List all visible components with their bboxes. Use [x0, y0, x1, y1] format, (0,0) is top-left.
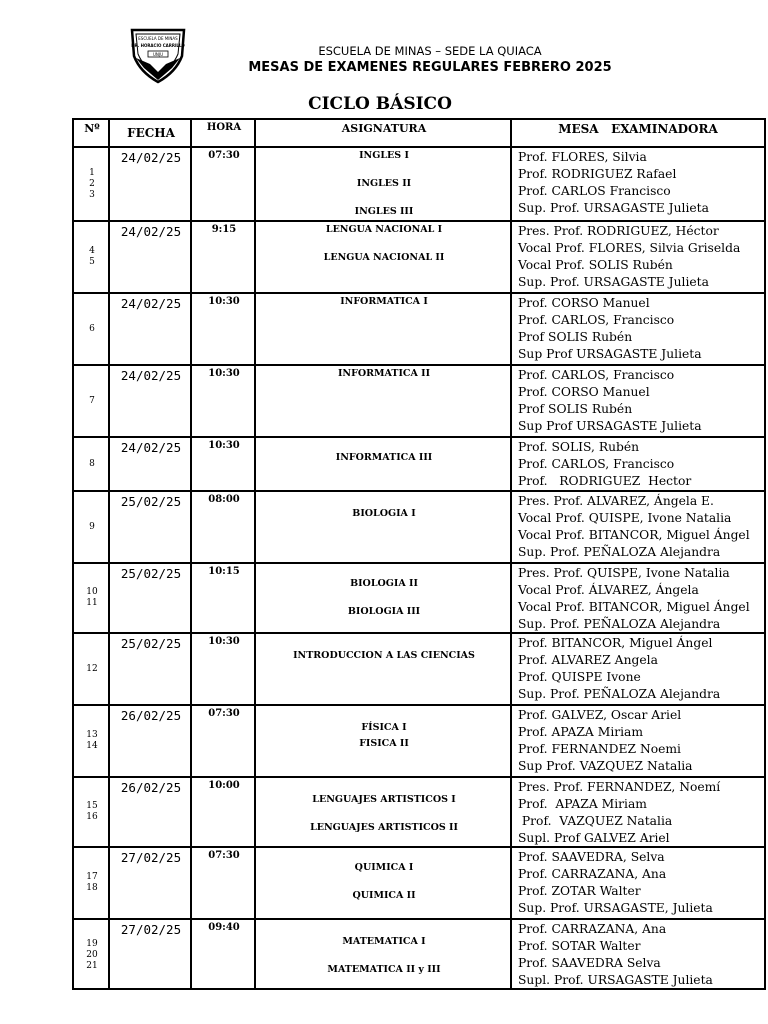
- subject-name: BIOLOGIA III: [347, 606, 421, 617]
- examining-board: [512, 294, 764, 364]
- row-number: 21: [86, 960, 98, 971]
- board-member: Prof. CARRAZANA, Ana: [518, 867, 667, 881]
- board-member: Prof. SAAVEDRA, Selva: [518, 850, 665, 864]
- subjects: [256, 778, 512, 846]
- subjects: [256, 634, 512, 704]
- row-number: 17: [86, 872, 98, 882]
- subjects: [256, 920, 512, 990]
- row-numbers: [74, 294, 110, 364]
- exam-date: 24/02/25: [120, 150, 182, 165]
- subject-name: MATEMATICA II y III: [327, 964, 441, 975]
- board-member: Sup. Prof. URSAGASTE Julieta: [518, 275, 709, 289]
- board-member: Vocal Prof. QUISPE, Ivone Natalia: [518, 511, 732, 525]
- row-number: 2: [89, 178, 95, 189]
- header-fecha: FECHA: [127, 126, 175, 140]
- subject-name: LENGUAJES ARTISTICOS II: [310, 822, 458, 833]
- exam-date: 25/02/25: [120, 636, 182, 651]
- board-member: Prof. CARRAZANA, Ana: [518, 922, 667, 936]
- board-member: Sup Prof URSAGASTE Julieta: [518, 347, 702, 361]
- exam-date: 24/02/25: [120, 368, 182, 383]
- board-member: Prof. CARLOS, Francisco: [518, 313, 675, 327]
- row-number: 4: [89, 246, 95, 256]
- row-number: 8: [89, 458, 95, 469]
- subjects: [256, 706, 512, 776]
- row-numbers: [74, 706, 110, 776]
- row-number: 11: [86, 598, 98, 608]
- examining-board: [512, 564, 764, 632]
- exam-time: 10:30: [208, 296, 240, 307]
- examining-board: [512, 706, 764, 776]
- row-number: 13: [86, 730, 98, 740]
- examining-board: [512, 148, 764, 220]
- exam-date: 24/02/25: [120, 224, 182, 239]
- row-number: 9: [89, 521, 95, 532]
- board-member: Sup. Prof. PEÑALOZA Alejandra: [518, 545, 721, 559]
- subject-name: LENGUA NACIONAL I: [325, 224, 443, 235]
- subjects: [256, 848, 512, 918]
- subject-name: INGLES I: [359, 150, 409, 161]
- row-number: 19: [86, 938, 98, 949]
- examining-board: [512, 920, 764, 990]
- exam-time: 10:30: [208, 368, 240, 379]
- row-number: 3: [89, 189, 95, 200]
- board-member: Prof. CORSO Manuel: [518, 385, 650, 399]
- row-number: 18: [86, 883, 98, 893]
- board-member: Pres. Prof. FERNANDEZ, Noemí: [518, 780, 721, 794]
- board-member: Prof. VAZQUEZ Natalia: [518, 814, 673, 828]
- board-member: Prof. APAZA Miriam: [518, 725, 644, 739]
- examining-board: [512, 778, 764, 846]
- exam-time: 07:30: [208, 708, 240, 719]
- row-numbers: [74, 222, 110, 292]
- exam-date: 24/02/25: [120, 440, 182, 455]
- row-numbers: [74, 778, 110, 846]
- subject-name: INFORMATICA II: [337, 368, 431, 379]
- exam-time: 10:00: [208, 780, 240, 791]
- board-member: Prof. SAAVEDRA Selva: [518, 956, 661, 970]
- board-member: Supl. Prof. URSAGASTE Julieta: [518, 973, 713, 987]
- board-member: Prof. GALVEZ, Oscar Ariel: [518, 708, 682, 722]
- exam-date: 25/02/25: [120, 494, 182, 509]
- svg-text:DR. HORACIO CARRILLO: DR. HORACIO CARRILLO: [131, 43, 185, 48]
- board-member: Prof. SOLIS, Rubén: [518, 440, 640, 454]
- board-member: Prof. FERNANDEZ Noemi: [518, 742, 681, 756]
- row-numbers: [74, 634, 110, 704]
- header-num: Nº: [84, 122, 100, 135]
- board-member: Prof. ZOTAR Walter: [518, 884, 641, 898]
- exam-date: 27/02/25: [120, 850, 182, 865]
- row-numbers: [74, 438, 110, 490]
- subject-name: BIOLOGIA I: [352, 508, 416, 519]
- section-title: CICLO BÁSICO: [308, 94, 452, 114]
- exam-time: 09:40: [208, 922, 240, 933]
- exam-time: 07:30: [208, 850, 240, 861]
- subjects: [256, 438, 512, 490]
- subject-name: QUIMICA II: [352, 890, 416, 901]
- examining-board: [512, 366, 764, 436]
- subject-name: INTRODUCCION A LAS CIENCIAS: [293, 650, 475, 661]
- exam-date: 26/02/25: [120, 780, 182, 795]
- svg-text:UNJU: UNJU: [152, 52, 164, 57]
- examining-board: [512, 438, 764, 490]
- board-member: Sup. Prof. URSAGASTE, Julieta: [518, 901, 713, 915]
- document-title: MESAS DE EXAMENES REGULARES FEBRERO 2025: [248, 60, 612, 75]
- row-numbers: [74, 920, 110, 990]
- examining-board: [512, 634, 764, 704]
- subject-name: QUIMICA I: [354, 862, 414, 873]
- exam-date: 27/02/25: [120, 922, 182, 937]
- board-member: Prof. QUISPE Ivone: [518, 670, 641, 684]
- board-member: Sup. Prof. PEÑALOZA Alejandra: [518, 617, 721, 631]
- table-row: [74, 776, 764, 846]
- examining-board: [512, 848, 764, 918]
- table-row: [74, 632, 764, 704]
- subject-name: FISICA II: [359, 738, 409, 749]
- board-member: Pres. Prof. QUISPE, Ivone Natalia: [518, 566, 730, 580]
- subject-name: INGLES III: [354, 206, 414, 217]
- table-row: [74, 292, 764, 364]
- row-number: 10: [86, 587, 98, 597]
- table-row: [74, 490, 764, 562]
- subjects: [256, 222, 512, 292]
- board-member: Prof. CORSO Manuel: [518, 296, 650, 310]
- row-number: 7: [89, 395, 95, 406]
- board-member: Prof. FLORES, Silvia: [518, 150, 647, 164]
- subject-name: INFORMATICA I: [340, 296, 428, 307]
- row-number: 20: [86, 949, 98, 960]
- board-member: Prof. RODRIGUEZ Rafael: [518, 167, 677, 181]
- subject-name: FÍSICA I: [361, 722, 407, 733]
- svg-text:ESCUELA DE MINAS: ESCUELA DE MINAS: [138, 36, 178, 41]
- row-number: 6: [89, 323, 95, 334]
- school-name: ESCUELA DE MINAS – SEDE LA QUIACA: [318, 44, 542, 58]
- exam-time: 07:30: [208, 150, 240, 161]
- board-member: Prof. CARLOS, Francisco: [518, 457, 675, 471]
- header-mesa-examinadora: MESA EXAMINADORA: [558, 122, 718, 136]
- table-row: [74, 846, 764, 918]
- table-row: [74, 704, 764, 776]
- board-member: Prof. ALVAREZ Angela: [518, 653, 658, 667]
- board-member: Supl. Prof GALVEZ Ariel: [518, 831, 670, 845]
- board-member: Prof. CARLOS, Francisco: [518, 368, 675, 382]
- exam-date: 25/02/25: [120, 566, 182, 581]
- examining-board: [512, 222, 764, 292]
- exam-time: 10:15: [208, 566, 240, 577]
- table-header-row: [74, 120, 764, 146]
- exam-time: 10:30: [208, 636, 240, 647]
- subject-name: MATEMATICA I: [342, 936, 426, 947]
- exam-time: 08:00: [208, 494, 240, 505]
- table-row: [74, 918, 764, 990]
- row-number: 14: [86, 741, 98, 751]
- subjects: [256, 492, 512, 562]
- school-emblem-logo: [126, 26, 190, 84]
- subjects: [256, 564, 512, 632]
- board-member: Vocal Prof. FLORES, Silvia Griselda: [518, 241, 741, 255]
- board-member: Prof SOLIS Rubén: [518, 402, 633, 416]
- table-row: [74, 562, 764, 632]
- table-row: [74, 436, 764, 490]
- subjects: [256, 366, 512, 436]
- row-numbers: [74, 848, 110, 918]
- exam-date: 26/02/25: [120, 708, 182, 723]
- board-member: Vocal Prof. SOLIS Rubén: [518, 258, 673, 272]
- row-number: 1: [89, 167, 95, 178]
- board-member: Sup Prof URSAGASTE Julieta: [518, 419, 702, 433]
- table-row: [74, 146, 764, 220]
- exam-time: 10:30: [208, 440, 240, 451]
- row-numbers: [74, 148, 110, 220]
- row-numbers: [74, 492, 110, 562]
- board-member: Prof. RODRIGUEZ Hector: [518, 474, 692, 488]
- board-member: Prof. BITANCOR, Miguel Ángel: [518, 636, 713, 650]
- subject-name: LENGUAJES ARTISTICOS I: [312, 794, 456, 805]
- subjects: [256, 148, 512, 220]
- exam-schedule-table: [72, 118, 766, 990]
- exam-date: 24/02/25: [120, 296, 182, 311]
- board-member: Sup. Prof. PEÑALOZA Alejandra: [518, 687, 721, 701]
- header-asignatura: ASIGNATURA: [341, 122, 427, 135]
- board-member: Pres. Prof. ALVAREZ, Ángela E.: [518, 494, 714, 508]
- row-numbers: [74, 366, 110, 436]
- row-number: 5: [89, 257, 95, 267]
- board-member: Prof. CARLOS Francisco: [518, 184, 671, 198]
- board-member: Prof. SOTAR Walter: [518, 939, 641, 953]
- subject-name: INGLES II: [356, 178, 412, 189]
- board-member: Sup. Prof. URSAGASTE Julieta: [518, 201, 709, 215]
- row-number: 16: [86, 812, 98, 822]
- subjects: [256, 294, 512, 364]
- table-row: [74, 364, 764, 436]
- board-member: Pres. Prof. RODRIGUEZ, Héctor: [518, 224, 719, 238]
- examining-board: [512, 492, 764, 562]
- row-number: 12: [86, 663, 98, 674]
- subject-name: INFORMATICA III: [335, 452, 433, 463]
- subject-name: LENGUA NACIONAL II: [323, 252, 445, 263]
- table-row: [74, 220, 764, 292]
- row-number: 15: [86, 801, 98, 811]
- board-member: Vocal Prof. ÁLVAREZ, Ángela: [518, 583, 699, 597]
- board-member: Vocal Prof. BITANCOR, Miguel Ángel: [518, 528, 750, 542]
- header-hora: HORA: [206, 122, 242, 133]
- subject-name: BIOLOGIA II: [350, 578, 418, 589]
- board-member: Vocal Prof. BITANCOR, Miguel Ángel: [518, 600, 750, 614]
- row-numbers: [74, 564, 110, 632]
- board-member: Prof SOLIS Rubén: [518, 330, 633, 344]
- board-member: Sup Prof. VAZQUEZ Natalia: [518, 759, 693, 773]
- board-member: Prof. APAZA Miriam: [518, 797, 647, 811]
- exam-time: 9:15: [211, 224, 237, 235]
